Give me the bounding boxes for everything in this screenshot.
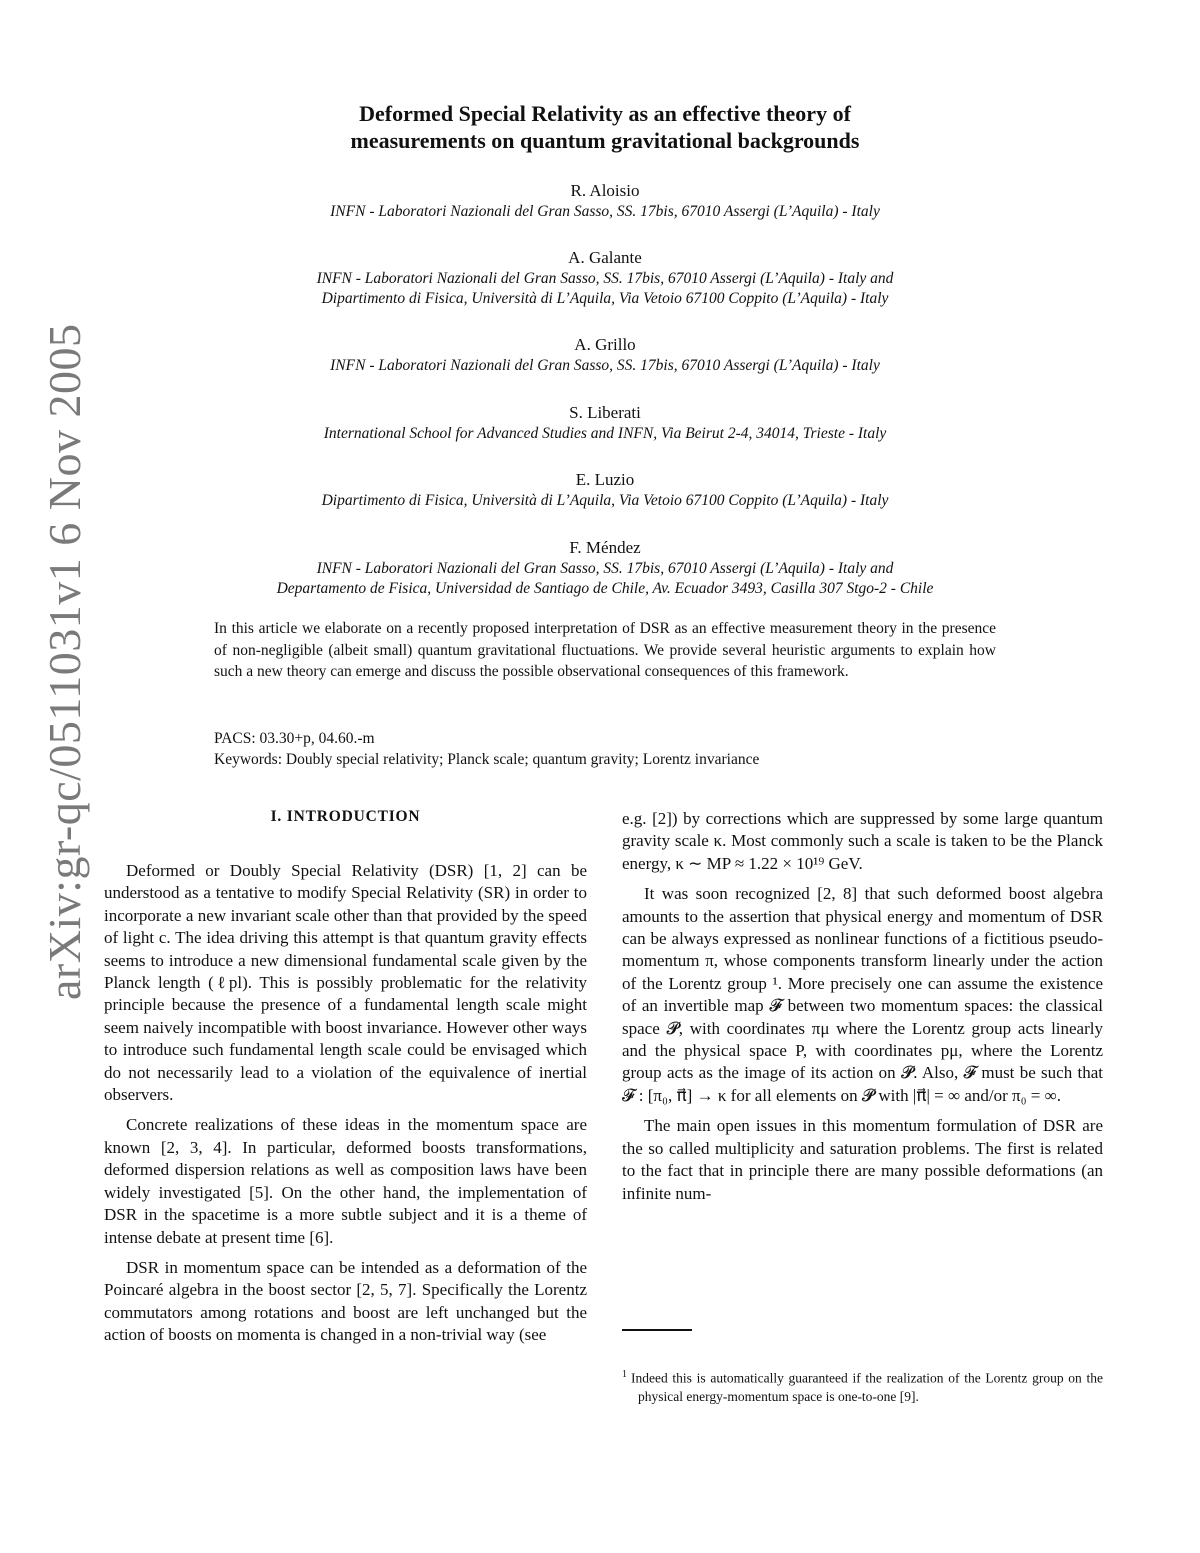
author-block-luzio	[160, 469, 1050, 511]
paragraph: Deformed or Doubly Special Relativity (DSR) [1, 2] can be understood as a tentative to modify Special Relativity (SR) in order to incorporate a new invariant scale other than that provided by the speed of light c. The idea driving this attempt is that quantum gravity effects seems to introduce a new dimensional fundamental scale given by the Planck length (ℓpl). This is possibly problematic for the relativity principle because the presence of a fundamental length scale might seem naively incompatible with boost invariance. However other ways to introduce such fundamental length scale could be envisaged which do not necessarily lead to a violation of the equivalence of inertial observers.	[104, 861, 587, 1105]
title-line-2: measurements on quantum gravitational backgrounds	[350, 128, 860, 153]
author-block-galante	[160, 247, 1050, 309]
author-affiliation: Departamento de Fisica, Universidad de Santiago de Chile, Av. Ecuador 3493, Casilla 307 Stgo-2 - Chile	[276, 580, 934, 597]
author-block-liberati	[160, 402, 1050, 444]
footnote-rule	[622, 1329, 692, 1331]
paragraph: Concrete realizations of these ideas in the momentum space are known [2, 3, 4]. In particular, deformed boosts transformations, deformed dispersion relations as well as composition laws have been widely investigated [5]. On the other hand, the implementation of DSR in the spacetime is a more subtle subject and it is a theme of intense debate at present time [6].	[104, 1115, 587, 1247]
author-affiliation: Dipartimento di Fisica, Università di L’Aquila, Via Vetoio 67100 Coppito (L’Aquila) - Italy	[321, 290, 889, 307]
author-name: A. Galante	[568, 248, 642, 267]
author-block-mendez	[160, 537, 1050, 599]
paragraph: It was soon recognized [2, 8] that such deformed boost algebra amounts to the assertion that physical energy and momentum of DSR can be always expressed as nonlinear functions of a fictitious pseudo-momentum π, whose components transform linearly under the action of the Lorentz group ¹. More precisely one can assume the existence of an invertible map 𝓕 between two momentum spaces: the classical space 𝓟, with coordinates πμ where the Lorentz group acts linearly and the physical space P, with coordinates pμ, where the Lorentz group acts as the image of its action on 𝓟. Also, 𝓕 must be such that 𝓕 : [π₀, π⃗] → κ for all elements on 𝓟 with |π⃗| = ∞ and/or π₀ = ∞.	[622, 884, 1103, 1105]
left-column	[104, 860, 587, 1347]
author-affiliation: Dipartimento di Fisica, Università di L’Aquila, Via Vetoio 67100 Coppito (L’Aquila) - Italy	[321, 492, 889, 509]
paragraph: e.g. [2]) by corrections which are suppressed by some large quantum gravity scale κ. Most commonly such a scale is taken to be the Planck energy, κ ∼ MP ≈ 1.22 × 10¹⁹ GeV.	[622, 809, 1103, 873]
pacs-codes: PACS: 03.30+p, 04.60.-m	[214, 730, 375, 747]
keywords: Keywords: Doubly special relativity; Planck scale; quantum gravity; Lorentz invariance	[214, 751, 760, 768]
footnote-text: Indeed this is automatically guaranteed if the realization of the Lorentz group on the physical energy-momentum space is one-to-one [9].	[631, 1370, 1103, 1404]
author-affiliation: International School for Advanced Studies and INFN, Via Beirut 2-4, 34014, Trieste - Italy	[323, 425, 887, 442]
right-column	[622, 808, 1103, 1205]
footnote-mark: 1	[622, 1369, 627, 1380]
abstract: In this article we elaborate on a recently proposed interpretation of DSR as an effective measurement theory in the presence of non-negligible (albeit small) quantum gravitational fluctuations. We provide several heuristic arguments to explain how such a new theory can emerge and discuss the possible observational consequences of this framework.	[214, 620, 996, 680]
author-affiliation: INFN - Laboratori Nazionali del Gran Sasso, SS. 17bis, 67010 Assergi (L’Aquila) - Italy	[330, 357, 880, 374]
author-name: E. Luzio	[575, 470, 635, 489]
arxiv-identifier-stamp: arXiv:gr-qc/0511031v1 6 Nov 2005	[39, 323, 90, 1000]
author-block-aloisio	[160, 180, 1050, 222]
paper-title	[160, 100, 1050, 154]
author-name: S. Liberati	[569, 403, 641, 422]
footnote	[622, 1366, 1103, 1406]
footnote-body	[622, 1366, 1103, 1406]
author-name: A. Grillo	[574, 335, 636, 354]
paragraph: DSR in momentum space can be intended as a deformation of the Poincaré algebra in the boost sector [2, 5, 7]. Specifically the Lorentz commutators among rotations and boost are left unchanged but the action of boosts on momenta is changed in a non-trivial way (see	[104, 1257, 587, 1345]
author-name: R. Aloisio	[570, 181, 640, 200]
author-block-grillo	[160, 334, 1050, 376]
author-name: F. Méndez	[569, 538, 641, 557]
paragraph: The main open issues in this momentum formulation of DSR are the so called multiplicity and saturation problems. The first is related to the fact that in principle there are many possible deformations (an infinite num-	[622, 1116, 1103, 1203]
title-line-1: Deformed Special Relativity as an effective theory of	[359, 101, 851, 126]
section-heading: I. INTRODUCTION	[270, 808, 421, 825]
author-affiliation: INFN - Laboratori Nazionali del Gran Sasso, SS. 17bis, 67010 Assergi (L’Aquila) - Italy	[330, 203, 880, 220]
author-affiliation: INFN - Laboratori Nazionali del Gran Sasso, SS. 17bis, 67010 Assergi (L’Aquila) - Italy and	[316, 270, 894, 287]
author-affiliation: INFN - Laboratori Nazionali del Gran Sasso, SS. 17bis, 67010 Assergi (L’Aquila) - Italy and	[316, 560, 894, 577]
